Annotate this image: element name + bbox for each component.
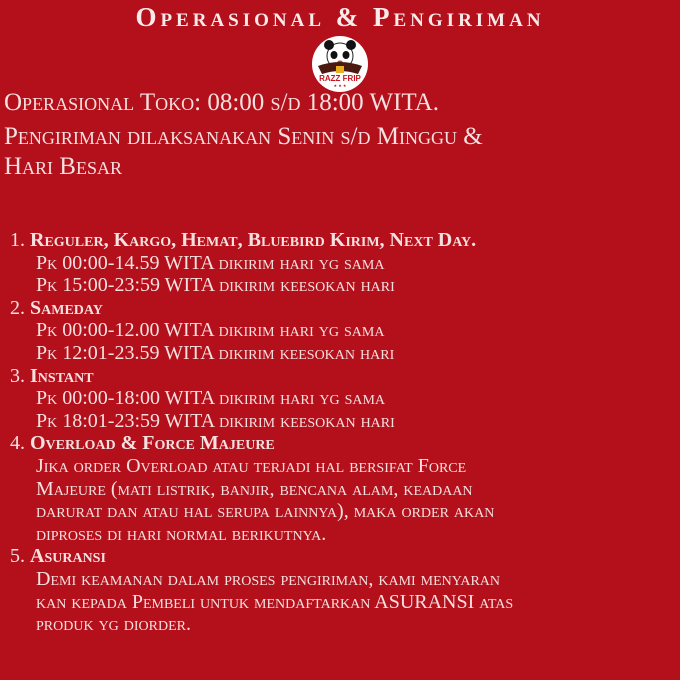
- item-number: 3.: [10, 364, 25, 387]
- item-title: Instant: [30, 364, 94, 387]
- svg-text:★ ★ ★: ★ ★ ★: [333, 83, 347, 88]
- item-line: Demi keamanan dalam proses pengiriman, kami menyaran: [36, 567, 501, 590]
- item-line: produk yg diorder.: [36, 613, 192, 636]
- list-item: [10, 229, 513, 297]
- item-line: kan kepada Pembeli untuk mendaftarkan ASURANSI atas: [36, 590, 514, 613]
- item-title: Reguler, Kargo, Hemat, Bluebird Kirim, Next Day.: [30, 229, 477, 251]
- item-number: 1.: [10, 229, 25, 251]
- item-number: 5.: [10, 545, 25, 568]
- item-line: Jika order Overload atau terjadi hal bersifat Force: [36, 454, 467, 477]
- list-item: [10, 365, 513, 433]
- item-line: Pk 15:00-23:59 WITA dikirim keesokan hari: [36, 274, 395, 297]
- item-number: 4.: [10, 432, 25, 455]
- panda-logo-icon: [312, 36, 368, 92]
- list-item: [10, 297, 513, 365]
- item-line: Pk 00:00-18:00 WITA dikirim hari yg sama: [36, 387, 386, 410]
- shipping-days-line2: Hari Besar: [4, 153, 122, 180]
- item-number: 2.: [10, 296, 25, 319]
- item-title: Sameday: [30, 296, 103, 319]
- shipping-list: [10, 229, 513, 636]
- item-line: darurat dan atau hal serupa lainnya), maka order akan: [36, 500, 495, 523]
- item-line: diproses di hari normal berikutnya.: [36, 522, 327, 545]
- item-line: Majeure (mati listrik, banjir, bencana alam, keadaan: [36, 477, 473, 500]
- store-hours: Operasional Toko: 08:00 s/d 18:00 WITA.: [4, 89, 439, 116]
- svg-text:RAZZ FRIP: RAZZ FRIP: [319, 74, 361, 83]
- item-line: Pk 12:01-23.59 WITA dikirim keesokan hari: [36, 341, 395, 364]
- item-line: Pk 18:01-23:59 WITA dikirim keesokan hari: [36, 409, 395, 432]
- shipping-days-line1: Pengiriman dilaksanakan Senin s/d Minggu &: [4, 123, 483, 150]
- list-item: [10, 432, 513, 545]
- item-title: Overload & Force Majeure: [30, 432, 275, 455]
- item-title: Asuransi: [30, 545, 106, 568]
- item-line: Pk 00:00-14.59 WITA dikirim hari yg sama: [36, 251, 385, 274]
- item-line: Pk 00:00-12.00 WITA dikirim hari yg sama: [36, 319, 385, 342]
- page-title: Operasional & Pengiriman: [135, 2, 545, 32]
- list-item: [10, 545, 513, 635]
